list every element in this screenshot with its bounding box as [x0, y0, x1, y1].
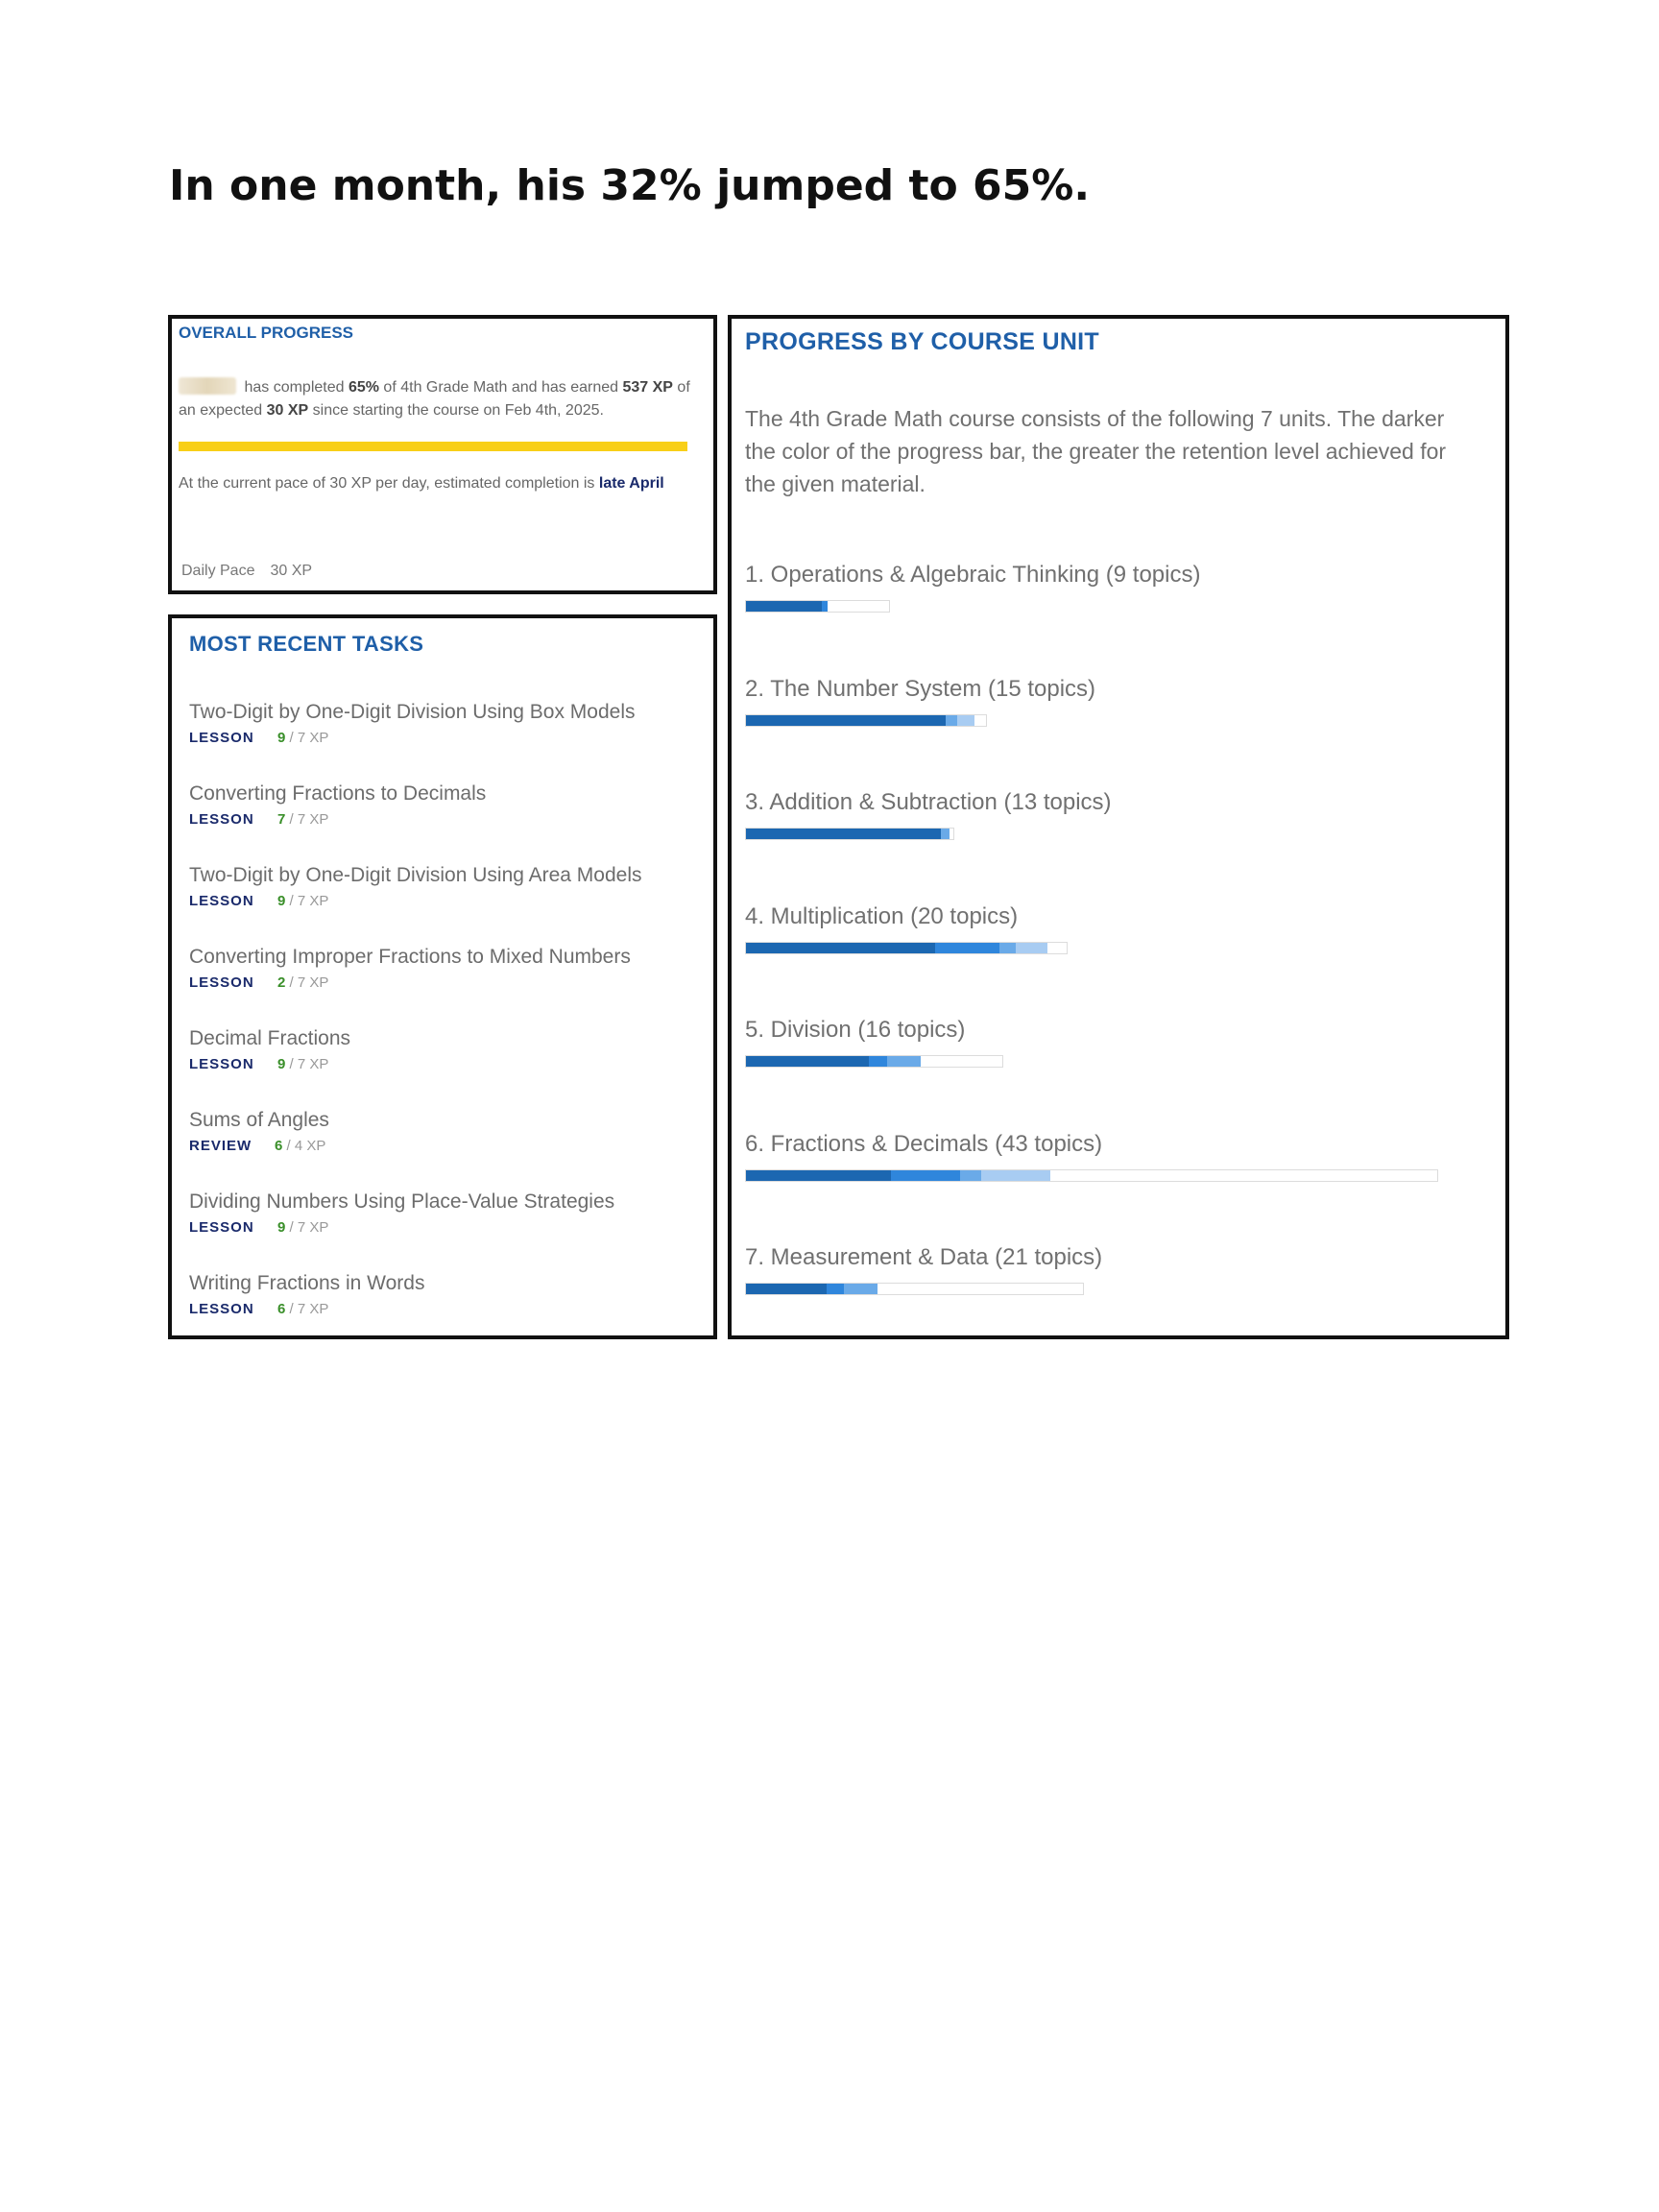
task-xp-total: / 4 XP: [282, 1138, 326, 1154]
task-type-badge: LESSON: [189, 1056, 254, 1072]
course-unit[interactable]: [745, 788, 1112, 840]
task-item[interactable]: [189, 700, 698, 781]
task-name[interactable]: Converting Improper Fractions to Mixed Numbers: [189, 946, 631, 968]
course-units-intro: The 4th Grade Math course consists of the following 7 units. The darker the color of the progress bar, the greater the retention level achieved for the given material.: [745, 406, 1447, 496]
progress-segment-light: [844, 1284, 878, 1294]
progress-segment-pale: [981, 1170, 1037, 1181]
task-meta: [189, 892, 698, 911]
progress-segment-dark: [746, 943, 935, 953]
task-type-badge: LESSON: [189, 811, 254, 828]
progress-segment-light: [941, 829, 950, 839]
task-xp-total: / 7 XP: [285, 1056, 329, 1072]
course-unit[interactable]: [745, 1016, 1003, 1068]
progress-segment-dark: [746, 1170, 891, 1181]
task-type-badge: REVIEW: [189, 1138, 252, 1154]
daily-pace-label: Daily Pace: [181, 563, 255, 579]
task-xp-total: / 7 XP: [285, 730, 329, 746]
progress-segment-pale: [1036, 1170, 1049, 1181]
overall-progress-bar: [179, 442, 687, 451]
task-meta: [189, 1300, 698, 1319]
task-xp-earned: 6: [275, 1138, 283, 1154]
course-unit[interactable]: [745, 902, 1068, 954]
task-meta: [189, 1055, 698, 1074]
task-xp-total: / 7 XP: [285, 893, 329, 909]
task-name[interactable]: Dividing Numbers Using Place-Value Strategies: [189, 1190, 615, 1213]
course-unit[interactable]: [745, 675, 1095, 727]
recent-tasks-panel: [168, 614, 717, 1339]
progress-segment-light: [960, 1170, 981, 1181]
course-unit-progress-bar: [745, 1283, 1084, 1295]
course-unit-label[interactable]: 3. Addition & Subtraction (13 topics): [745, 789, 1112, 815]
course-unit-label[interactable]: 7. Measurement & Data (21 topics): [745, 1244, 1103, 1270]
task-meta: [189, 1218, 698, 1238]
task-xp-total: / 7 XP: [285, 1301, 329, 1317]
xp-earned: 537 XP: [622, 379, 673, 396]
task-item[interactable]: [189, 1026, 698, 1108]
task-item[interactable]: [189, 945, 698, 1026]
task-xp-earned: 6: [277, 1301, 286, 1317]
estimated-completion: late April: [598, 475, 664, 492]
task-type-badge: LESSON: [189, 730, 254, 746]
progress-segment-dark: [746, 829, 941, 839]
task-meta: [189, 1137, 698, 1156]
task-xp-total: / 7 XP: [285, 811, 329, 828]
task-xp-earned: 2: [277, 974, 286, 991]
task-xp-earned: 9: [277, 893, 286, 909]
daily-pace-value: 30 XP: [270, 563, 313, 579]
task-meta: [189, 974, 698, 993]
percent-complete: 65%: [348, 379, 379, 396]
course-unit-progress-bar: [745, 1055, 1003, 1068]
course-unit-label[interactable]: 4. Multiplication (20 topics): [745, 902, 1019, 929]
overall-progress-panel: [168, 315, 717, 594]
task-item[interactable]: [189, 1271, 698, 1353]
course-unit-label[interactable]: 6. Fractions & Decimals (43 topics): [745, 1130, 1103, 1157]
recent-tasks-title: MOST RECENT TASKS: [189, 632, 424, 656]
task-name[interactable]: Two-Digit by One-Digit Division Using Box Models: [189, 701, 636, 723]
task-meta: [189, 729, 698, 748]
progress-segment-dark: [746, 601, 822, 612]
task-name[interactable]: Writing Fractions in Words: [189, 1272, 425, 1294]
progress-segment-dark: [746, 715, 946, 726]
course-unit-progress-bar: [745, 1169, 1438, 1182]
course-unit[interactable]: [745, 1243, 1102, 1295]
progress-segment-dark: [746, 1056, 869, 1067]
course-unit-progress-bar: [745, 714, 987, 727]
progress-segment-medium: [935, 943, 999, 953]
course-unit-progress-bar: [745, 828, 954, 840]
task-name[interactable]: Converting Fractions to Decimals: [189, 782, 487, 805]
course-unit-progress-bar: [745, 942, 1068, 954]
task-type-badge: LESSON: [189, 1219, 254, 1236]
task-xp-earned: 7: [277, 811, 286, 828]
task-type-badge: LESSON: [189, 974, 254, 991]
task-type-badge: LESSON: [189, 893, 254, 909]
overall-summary: has completed 65% of 4th Grade Math and has earned 537 XP of an expected 30 XP since starting the course on Feb 4th, 2025.: [179, 379, 690, 419]
course-units-title: PROGRESS BY COURSE UNIT: [745, 328, 1099, 355]
daily-pace: [181, 563, 312, 580]
task-xp-earned: 9: [277, 1219, 286, 1236]
task-xp-earned: 9: [277, 1056, 286, 1072]
xp-expected: 30 XP: [266, 402, 309, 419]
progress-segment-dark: [746, 1284, 827, 1294]
progress-segment-medium: [891, 1170, 960, 1181]
course-units-panel: [728, 315, 1509, 1339]
task-type-badge: LESSON: [189, 1301, 254, 1317]
progress-segment-pale: [1016, 943, 1047, 953]
progress-segment-medium: [869, 1056, 887, 1067]
course-unit-label[interactable]: 1. Operations & Algebraic Thinking (9 topics): [745, 562, 1201, 588]
overall-progress-fill: [179, 442, 687, 451]
course-unit[interactable]: [745, 1130, 1438, 1182]
course-unit-label[interactable]: 5. Division (16 topics): [745, 1017, 966, 1043]
progress-segment-light: [887, 1056, 921, 1067]
task-xp-total: / 7 XP: [285, 974, 329, 991]
progress-segment-medium: [827, 1284, 844, 1294]
task-item[interactable]: [189, 863, 698, 945]
progress-segment-medium: [822, 601, 828, 612]
progress-segment-pale: [957, 715, 974, 726]
task-name[interactable]: Sums of Angles: [189, 1109, 329, 1131]
course-unit-progress-bar: [745, 600, 890, 613]
headline: In one month, his 32% jumped to 65%.: [169, 161, 1091, 210]
course-unit-label[interactable]: 2. The Number System (15 topics): [745, 675, 1096, 702]
task-name[interactable]: Two-Digit by One-Digit Division Using Area Models: [189, 864, 642, 886]
progress-segment-light: [999, 943, 1016, 953]
pace-estimate: At the current pace of 30 XP per day, estimated completion is late April: [179, 475, 664, 492]
task-name[interactable]: Decimal Fractions: [189, 1027, 351, 1049]
redacted-student-name: [179, 377, 236, 395]
task-xp-earned: 9: [277, 730, 286, 746]
task-list: [189, 700, 698, 1353]
overall-progress-title: OVERALL PROGRESS: [179, 324, 353, 342]
task-meta: [189, 810, 698, 830]
task-item[interactable]: [189, 1108, 698, 1190]
course-unit[interactable]: [745, 561, 1200, 613]
progress-segment-light: [946, 715, 958, 726]
task-xp-total: / 7 XP: [285, 1219, 329, 1236]
task-item[interactable]: [189, 1190, 698, 1271]
task-item[interactable]: [189, 781, 698, 863]
